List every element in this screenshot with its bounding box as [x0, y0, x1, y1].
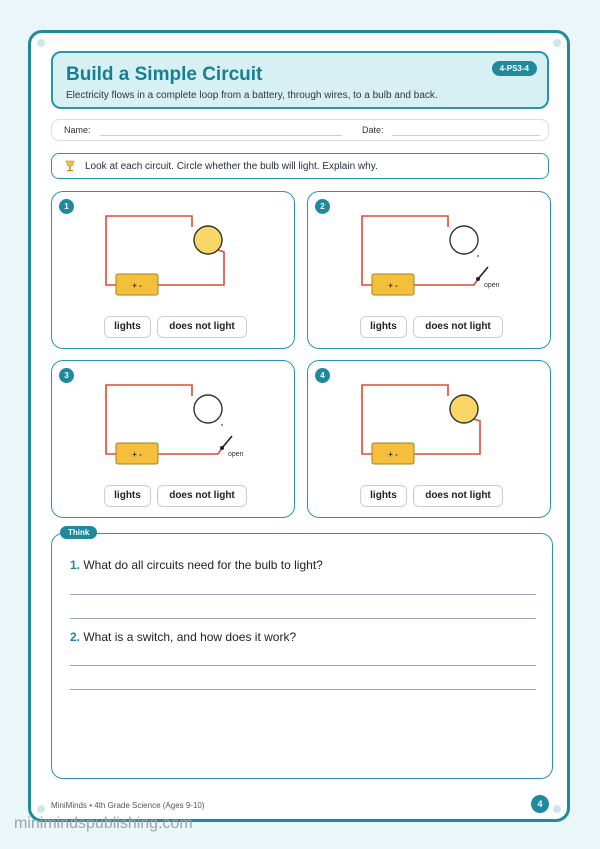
switch-contact [477, 255, 479, 257]
instruction-box [51, 153, 549, 179]
question-2 [70, 630, 296, 644]
footer-text: MiniMinds • 4th Grade Science (Ages 9-10) [51, 801, 205, 810]
corner-dot [37, 39, 45, 47]
question-text: What do all circuits need for the bulb to light? [83, 558, 323, 572]
switch-pivot [476, 277, 480, 281]
answer-line[interactable] [70, 618, 536, 619]
corner-dot [553, 805, 561, 813]
circuit-diagram [52, 361, 296, 481]
option-does-not-light-button[interactable]: does not light [413, 316, 503, 338]
question-number: 2. [70, 630, 81, 644]
switch-state-label: open [484, 282, 500, 289]
switch-lever [222, 436, 232, 448]
circuit-number: 2 [315, 199, 330, 214]
question-text: What is a switch, and how does it work? [83, 630, 297, 644]
corner-dot [553, 39, 561, 47]
circuit-diagram [52, 192, 296, 312]
question-number: 1. [70, 558, 81, 572]
option-lights-button[interactable]: lights [360, 316, 407, 338]
switch-lever [478, 267, 488, 279]
circuit-number: 4 [315, 368, 330, 383]
bulb-icon [450, 226, 478, 254]
battery-label: + - [388, 450, 398, 459]
option-lights-button[interactable]: lights [104, 485, 151, 507]
page-subtitle: Electricity flows in a complete loop from a battery, through wires, to a bulb and back. [66, 90, 438, 101]
think-section [51, 528, 553, 779]
circuit-card [307, 360, 551, 518]
page-number: 4 [531, 795, 549, 813]
standard-code-badge: 4-PS3-4 [492, 61, 537, 76]
bulb-icon [450, 395, 478, 423]
battery-label: + - [132, 281, 142, 290]
date-label: Date: [362, 125, 384, 135]
option-lights-button[interactable]: lights [104, 316, 151, 338]
page-title: Build a Simple Circuit [66, 64, 263, 85]
answer-line[interactable] [70, 665, 536, 666]
circuit-diagram [308, 361, 552, 481]
option-does-not-light-button[interactable]: does not light [157, 485, 247, 507]
battery-label: + - [388, 281, 398, 290]
switch-state-label: open [228, 451, 244, 458]
circuit-number: 1 [59, 199, 74, 214]
question-1 [70, 558, 323, 572]
circuit-card [51, 360, 295, 518]
corner-dot [37, 805, 45, 813]
think-tag: Think [60, 526, 97, 539]
answer-line[interactable] [70, 689, 536, 690]
bulb-icon [194, 395, 222, 423]
circuit-card [51, 191, 295, 349]
name-label: Name: [64, 125, 91, 135]
name-date-bar [51, 119, 549, 141]
circuit-number: 3 [59, 368, 74, 383]
watermark-text: minimindspublishing.com [14, 815, 193, 832]
answer-line[interactable] [70, 594, 536, 595]
option-lights-button[interactable]: lights [360, 485, 407, 507]
bulb-icon [194, 226, 222, 254]
option-does-not-light-button[interactable]: does not light [413, 485, 503, 507]
option-does-not-light-button[interactable]: does not light [157, 316, 247, 338]
circuit-diagram [308, 192, 552, 312]
lamp-icon [64, 160, 76, 175]
switch-contact [221, 424, 223, 426]
date-field[interactable] [392, 135, 540, 136]
title-banner [51, 51, 549, 109]
name-field[interactable] [100, 135, 342, 136]
switch-pivot [220, 446, 224, 450]
battery-label: + - [132, 450, 142, 459]
worksheet-page [28, 30, 570, 822]
circuit-card [307, 191, 551, 349]
instruction-text: Look at each circuit. Circle whether the bulb will light. Explain why. [85, 161, 378, 172]
